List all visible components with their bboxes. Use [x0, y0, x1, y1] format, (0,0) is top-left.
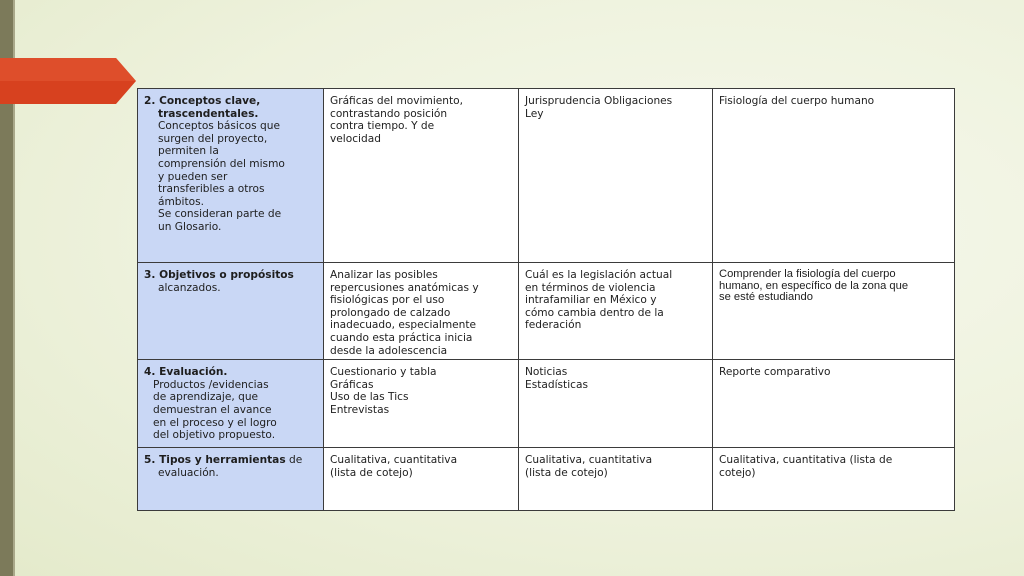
row-header-line: alcanzados. [158, 281, 221, 294]
slide-arrow-tab [0, 58, 136, 104]
cell-line: Ley [525, 107, 544, 120]
row-header-bold-part: 5. Tipos y herramientas [144, 454, 286, 467]
cell-line: Reporte comparativo [719, 366, 831, 379]
cell-line: desde la adolescencia [330, 344, 448, 357]
cell-line: Uso de las Tics [330, 391, 409, 404]
cell-line: prolongado de calzado [330, 306, 451, 319]
row-header-line: y pueden ser [158, 170, 228, 183]
table-cell [519, 89, 713, 263]
row-header-line: Productos /evidencias [153, 378, 269, 391]
row-header-cell [138, 89, 324, 263]
table-cell [324, 89, 519, 263]
row-header-line: trascendentales. [158, 107, 259, 120]
table-row-conceptos [138, 89, 955, 263]
cell-line: intrafamiliar en México y [525, 294, 657, 307]
table-cell [713, 448, 955, 511]
table-cell [713, 263, 955, 360]
cell-line: Entrevistas [330, 403, 390, 416]
row-header-line: demuestran el avance [153, 403, 272, 416]
row-header-line: 2. Conceptos clave, [144, 95, 261, 107]
cell-line: Gráficas [330, 378, 374, 391]
row-header-cell [138, 360, 324, 448]
row-header-normal-part: de [285, 454, 303, 467]
table-cell [519, 263, 713, 360]
table-cell [713, 360, 955, 448]
cell-line: en términos de violencia [525, 281, 656, 294]
cell-line: Fisiología del cuerpo humano [719, 95, 875, 107]
table-cell [324, 448, 519, 511]
cell-line: fisiológicas por el uso [330, 294, 445, 307]
table-row-evaluacion [138, 360, 955, 448]
row-header-line: transferibles a otros [158, 183, 265, 196]
cell-line: cotejo) [719, 466, 756, 479]
cell-line: federación [525, 319, 582, 332]
table-cell [324, 360, 519, 448]
row-header-line: 3. Objetivos o propósitos [144, 269, 294, 281]
table-cell [519, 448, 713, 511]
table-row-tipos-herramientas [138, 448, 955, 511]
cell-line: cómo cambia dentro de la [525, 306, 664, 319]
cell-line: Jurisprudencia Obligaciones [525, 95, 673, 107]
row-header-line: Se consideran parte de [158, 208, 282, 221]
row-header-cell [138, 448, 324, 511]
row-header-line: de aprendizaje, que [153, 391, 259, 404]
row-header-line: permiten la [158, 145, 219, 158]
cell-line: humano, en específico de la zona que [719, 279, 909, 292]
curriculum-table [137, 88, 955, 511]
row-header-line: del objetivo propuesto. [153, 429, 276, 442]
row-header-line: un Glosario. [158, 220, 222, 233]
cell-line: (lista de cotejo) [330, 466, 413, 479]
cell-line: velocidad [330, 132, 381, 145]
cell-line: contrastando posición [330, 107, 448, 120]
table-row-objetivos [138, 263, 955, 360]
cell-line: Estadísticas [525, 378, 588, 391]
curriculum-table-container [137, 88, 954, 511]
row-header-line [144, 454, 317, 467]
cell-line: contra tiempo. Y de [330, 120, 435, 133]
cell-line: cuando esta práctica inicia [330, 331, 473, 344]
cell-line: se esté estudiando [719, 291, 813, 304]
row-header-line: surgen del proyecto, [158, 132, 268, 145]
cell-line: Noticias [525, 366, 568, 379]
cell-line: Cuál es la legislación actual [525, 269, 673, 281]
row-header-line: ámbitos. [158, 195, 205, 208]
table-cell [713, 89, 955, 263]
cell-line: Gráficas del movimiento, [330, 95, 463, 107]
cell-line: Cualitativa, cuantitativa (lista de [719, 454, 893, 467]
row-header-line: 4. Evaluación. [144, 366, 228, 379]
row-header-cell [138, 263, 324, 360]
cell-line: inadecuado, especialmente [330, 319, 477, 332]
cell-line: Cuestionario y tabla [330, 366, 437, 379]
cell-line: Cualitativa, cuantitativa [525, 454, 653, 467]
row-header-line: evaluación. [158, 466, 219, 479]
cell-line: Comprender la fisiología del cuerpo [719, 268, 896, 280]
row-header-line: comprensión del mismo [158, 157, 285, 170]
table-cell [324, 263, 519, 360]
row-header-line: Conceptos básicos que [158, 120, 281, 133]
cell-line: (lista de cotejo) [525, 466, 608, 479]
cell-line: Cualitativa, cuantitativa [330, 454, 458, 467]
cell-line: Analizar las posibles [330, 269, 438, 281]
table-cell [519, 360, 713, 448]
cell-line: repercusiones anatómicas y [330, 281, 479, 294]
row-header-line: en el proceso y el logro [153, 416, 277, 429]
